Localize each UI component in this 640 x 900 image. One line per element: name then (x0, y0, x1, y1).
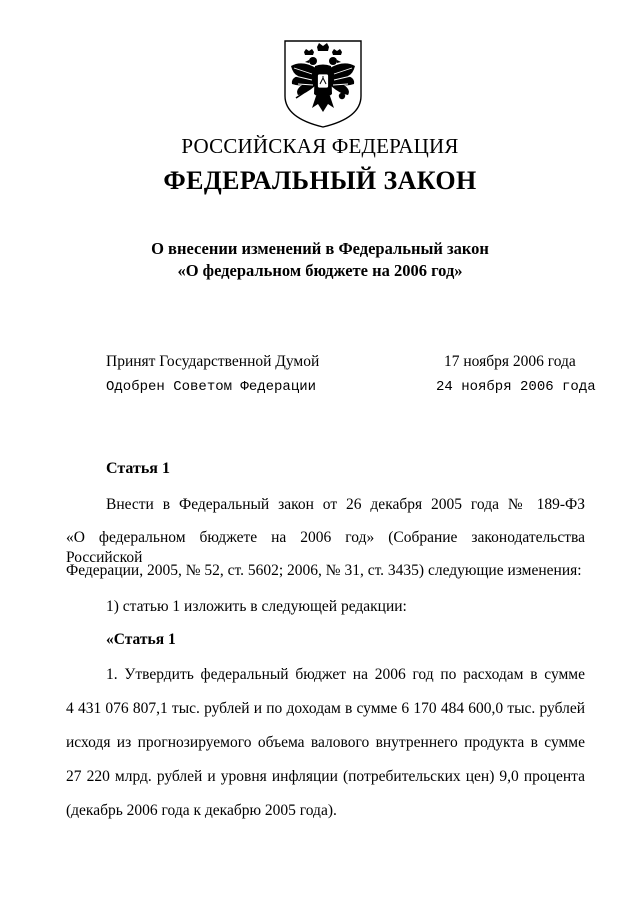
law-title-line-2: «О федеральном бюджете на 2006 год» (177, 261, 463, 280)
paragraph-line: Федерации, 2005, № 52, ст. 5602; 2006, № 31, ст. 3435) следующие изменения: (66, 562, 582, 579)
header-law-type: ФЕДЕРАЛЬНЫЙ ЗАКОН (163, 166, 477, 195)
paragraph-line: 1. Утвердить федеральный бюджет на 2006 год по расходам в сумме (106, 666, 585, 683)
council-approval-label: Одобрен Советом Федерации (106, 379, 317, 395)
paragraph-line: исходя из прогнозируемого объема валового внутреннего продукта в сумме (66, 734, 585, 751)
paragraph-line: 27 220 млрд. рублей и уровня инфляции (потребительских цен) 9,0 процента (66, 768, 585, 785)
paragraph-line: 4 431 076 807,1 тыс. рублей и по доходам в сумме 6 170 484 600,0 тыс. рублей (66, 700, 585, 717)
paragraph-line: «О федеральном бюджете на 2006 год» (Собрание законодательства Российской (66, 529, 585, 566)
law-title-line-1: О внесении изменений в Федеральный закон (151, 239, 489, 258)
duma-adoption-date: 17 ноября 2006 года (444, 353, 576, 370)
quoted-article-heading: «Статья 1 (106, 631, 176, 648)
article-heading: Статья 1 (106, 460, 170, 477)
header-country: РОССИЙСКАЯ ФЕДЕРАЦИЯ (181, 134, 459, 158)
council-approval-date: 24 ноября 2006 года (436, 379, 596, 395)
russian-coat-of-arms-icon (282, 38, 364, 130)
list-item: 1) статью 1 изложить в следующей редакции: (106, 598, 407, 615)
paragraph-line: (декабрь 2006 года к декабрю 2005 года). (66, 802, 337, 819)
duma-adoption-label: Принят Государственной Думой (106, 353, 320, 370)
paragraph-line: Внести в Федеральный закон от 26 декабря 2005 года № 189-ФЗ (106, 496, 585, 513)
